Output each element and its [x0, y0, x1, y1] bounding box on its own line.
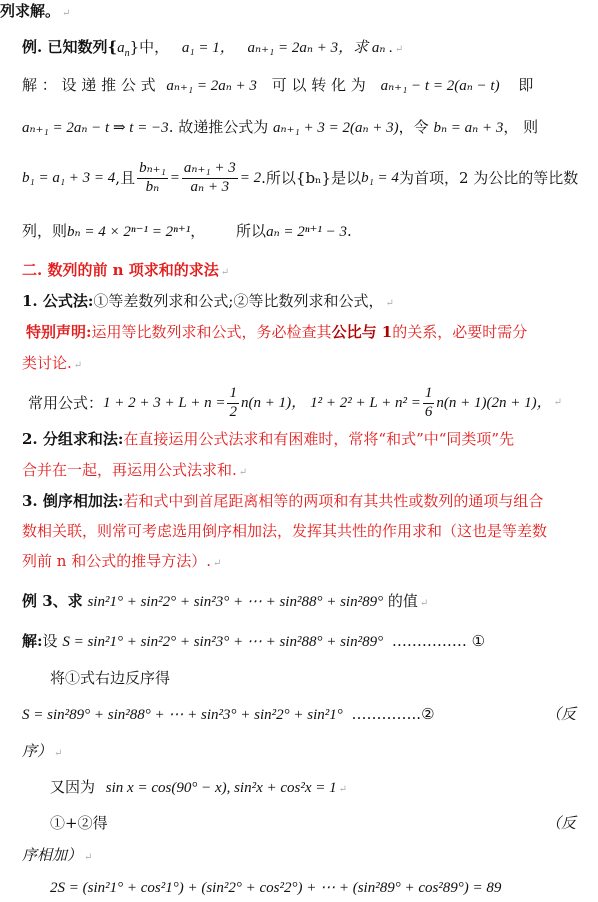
- solution-line-4: 列，则bₙ = 4 × 2ⁿ⁻¹ = 2ⁿ⁺¹， 所以aₙ = 2ⁿ⁺¹ − 3.: [22, 222, 352, 240]
- fraction-one-sixth: $\frac{1}{6}$: [424, 385, 433, 420]
- paragraph-mark: ↵: [220, 267, 230, 278]
- paragraph-mark: ↵: [238, 467, 248, 478]
- special-note: 特别声明:运用等比数列求和公式，务必检查其公比与 1的关系，必要时需分: [26, 323, 528, 341]
- common-formulas: 常用公式： 1 + 2 + 3 + L + n = $\frac{1}{2}$ n(n + 1)， 1² + 2² + L + n² = $\frac{1}{6}$ n(n + 1)(2n + 1)， ↵: [28, 385, 563, 420]
- paragraph-mark: ↵: [338, 784, 348, 795]
- section-heading: 二. 数列的前 n 项求和的求法 ↵: [22, 261, 230, 279]
- sum-instruction: ①+②得: [50, 814, 108, 832]
- fraction-one-half: $\frac{1}{2}$: [229, 385, 237, 420]
- reverse-label-cont: 序） ↵: [22, 742, 63, 760]
- fraction-b-ratio: $\frac{\text{bₙ₊₁}}{\text{bₙ}}$: [139, 160, 166, 195]
- line-heading-fragment: 列求解。 ↵: [0, 2, 71, 20]
- method-formula: 1. 公式法:①等差数列求和公式;②等比数列求和公式， ↵: [22, 292, 394, 310]
- paragraph-mark: ↵: [84, 852, 93, 863]
- solution-line-1: 解 ： 设 递 推 公 式 aₙ₊₁ = 2aₙ + 3 可 以 转 化 为 aₙ₊₁ − t = 2(aₙ − t) 即: [22, 76, 534, 94]
- method-grouping-cont: 合并在一起，再运用公式法求和. ↵: [22, 461, 248, 479]
- example-statement: 例. 已知数列$\{a_n\}$中， a₁ = 1， aₙ₊₁ = 2aₙ + 3，求 aₙ . ↵: [22, 38, 404, 59]
- fraction-a-ratio: $\frac{\text{aₙ₊₁ + 3}}{\text{aₙ + 3}}$: [183, 160, 236, 195]
- paragraph-mark: ↵: [62, 8, 71, 19]
- special-note-cont: 类讨论. ↵: [22, 354, 83, 372]
- paragraph-mark: ↵: [385, 298, 394, 309]
- paragraph-mark: ↵: [394, 44, 404, 55]
- reverse-equation: S = sin²89° + sin²88° + ⋯ + sin²3° + sin²2° + sin²1° …………..②: [22, 705, 435, 723]
- paragraph-mark: ↵: [73, 360, 83, 371]
- solution-line-2: aₙ₊₁ = 2aₙ − t ⇒ t = −3. 故递推公式为 aₙ₊₁ + 3 = 2(aₙ + 3)，令 bₙ = aₙ + 3， 则: [22, 118, 539, 136]
- method-reverse: 3. 倒序相加法:若和式中到首尾距离相等的两项和有其共性或数列的通项与组合: [22, 492, 544, 510]
- sum-label-cont: 序相加） ↵: [22, 846, 93, 864]
- paragraph-mark: ↵: [553, 397, 563, 408]
- paragraph-mark: ↵: [54, 748, 63, 759]
- final-equation: 2S = (sin²1° + cos²1°) + (sin²2° + cos²2°) + ⋯ + (sin²89° + cos²89°) = 89: [50, 880, 502, 896]
- paragraph-mark: ↵: [212, 558, 222, 569]
- example-3: 例 3、求 sin²1° + sin²2° + sin²3° + ⋯ + sin²88° + sin²89° 的值 ↵: [22, 592, 429, 610]
- method-reverse-cont: 数相关联，则常可考虑选用倒序相加法，发挥其共性的作用求和（这也是等差数: [22, 522, 548, 540]
- sum-label: （反: [546, 814, 577, 832]
- solution-line-3: b₁ = a₁ + 3 = 4 ,且 $\frac{\text{bₙ₊₁}}{\text{bₙ}}$ = $\frac{\text{aₙ₊₁ + 3}}{\text{aₙ + 3}}$ = 2 .所以{bₙ}是以 b₁ = 4 为首项，2 为公比的等比数: [22, 160, 579, 195]
- method-grouping: 2. 分组求和法:在直接运用公式法求和有困难时，常将“和式”中“同类项”先: [22, 430, 515, 448]
- reverse-instruction: 将①式右边反序得: [50, 669, 171, 687]
- identity-line: 又因为 sin x = cos(90° − x), sin²x + cos²x = 1 ↵: [50, 778, 348, 796]
- reverse-label: （反: [546, 705, 577, 723]
- example-3-solution: 解:设 S = sin²1° + sin²2° + sin²3° + ⋯ + sin²88° + sin²89° …………… ①: [22, 632, 486, 650]
- paragraph-mark: ↵: [419, 598, 429, 609]
- method-reverse-cont-2: 列前 n 和公式的推导方法）. ↵: [22, 552, 222, 570]
